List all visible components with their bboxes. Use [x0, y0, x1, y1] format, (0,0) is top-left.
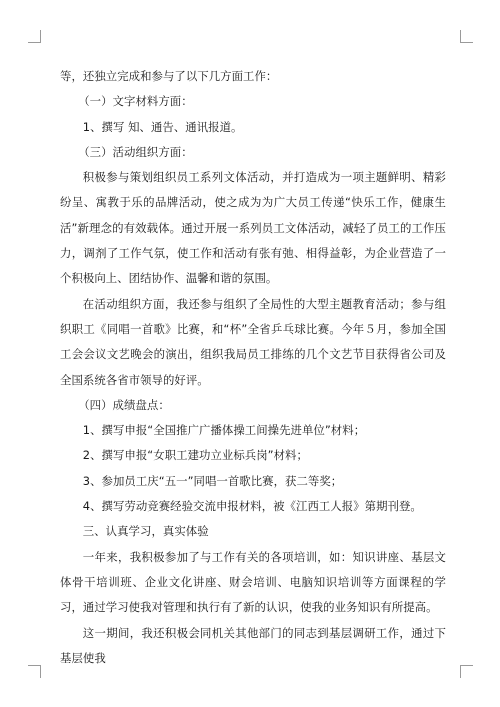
section-heading-text-materials: （一）文字材料方面： [78, 94, 193, 109]
paragraph-continuation: 等，还独立完成和参与了以下几方面工作： [60, 69, 278, 83]
list-item-writing: 1、撰写 知、通告、通讯报道。 [82, 119, 243, 134]
paragraph-organization: 在活动组织方面，我还参与组织了全局性的大型主题教育活动；参与组织职工《同唱一首歌》比赛，和“杯”全省乒乓球比赛。今年５月，参加全国工会会议文艺晚会的演出，组织我局员工排练的几个文艺节目获得省公司及全国系统各省市领导的好评。 [60, 296, 446, 387]
crop-mark-bottom-right [460, 665, 473, 678]
section-heading-learning: 三、认真学习，真实体验 [82, 524, 209, 539]
list-item-achievement-2: 2、撰写申报“女职工建功立业标兵岗”材料； [82, 448, 308, 463]
crop-mark-bottom-left [28, 665, 41, 678]
list-item-achievement-4: 4、撰写劳动竞赛经验交流申报材料，被《江西工人报》第期刊登。 [82, 499, 422, 514]
crop-mark-top-right [460, 30, 473, 43]
paragraph-training: 一年来，我积极参加了与工作有关的各项培训，如：知识讲座、基层文体骨干培训班、企业文化讲座、财会培训、电脑知识培训等方面课程的学习，通过学习使我对管理和执行有了新的认识，使我的业务知识有所提高。 [60, 549, 446, 615]
crop-mark-top-left [28, 30, 41, 43]
paragraph-activities: 积极参与策划组织员工系列文体活动，并打造成为一项主题鲜明、精彩纷呈、寓教于乐的品牌活动，使之成为为广大员工传递“快乐工作，健康生活”新理念的有效载体。通过开展一系列员工文体活动，减轻了员工的工作压力，调剂了工作气氛，使工作和活动有张有弛、相得益彰，为企业营造了一个积极向上、团结协作、温馨和谐的氛围。 [60, 170, 446, 286]
paragraph-research: 这一期间，我还积极会同机关其他部门的同志到基层调研工作，通过下基层使我 [60, 625, 446, 665]
section-heading-activities: （三）活动组织方面： [78, 144, 193, 159]
section-heading-achievements: （四）成绩盘点： [78, 397, 170, 412]
document-body [60, 64, 446, 671]
list-item-achievement-3: 3、参加员工庆“五一”同唱一首歌比赛，获二等奖； [82, 473, 343, 488]
list-item-achievement-1: 1、撰写申报“全国推广广播体操工间操先进单位”材料； [82, 423, 366, 438]
